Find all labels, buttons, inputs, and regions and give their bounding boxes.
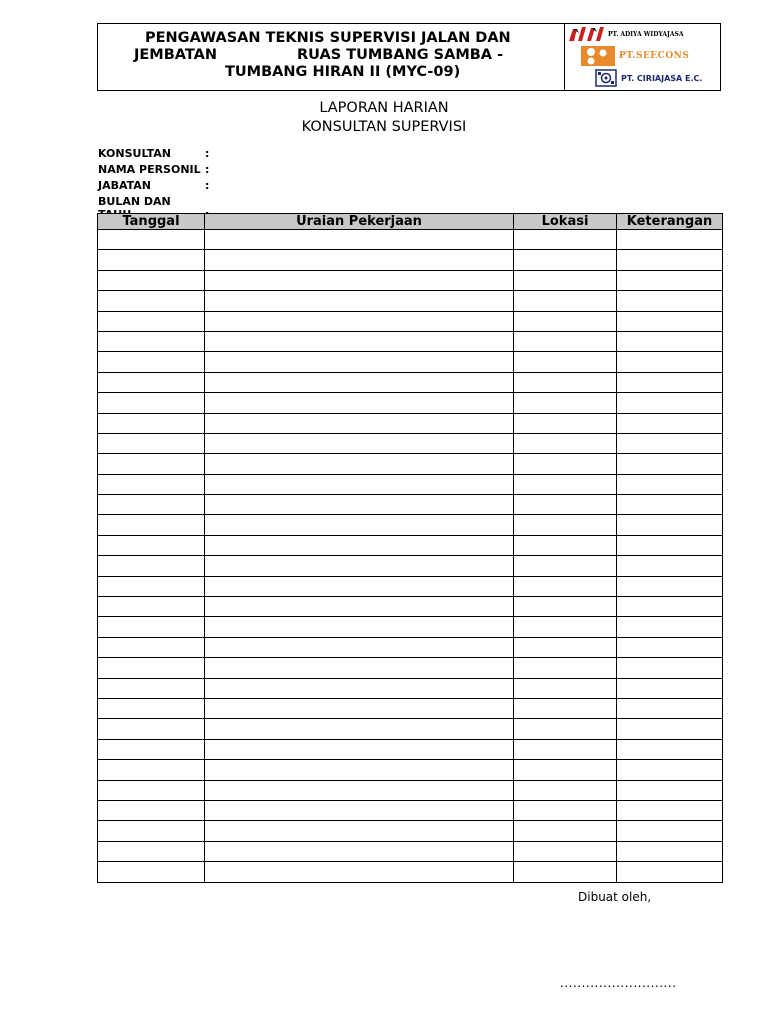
cell-tanggal[interactable] [98, 678, 205, 698]
cell-uraian[interactable] [205, 372, 514, 392]
header-title-line-2 [98, 47, 564, 64]
signature-label: Dibuat oleh, [578, 890, 652, 904]
cell-lokasi[interactable] [514, 862, 617, 882]
cell-tanggal[interactable] [98, 698, 205, 718]
cell-uraian[interactable] [205, 719, 514, 739]
cell-keterangan[interactable] [617, 291, 723, 311]
cell-tanggal[interactable] [98, 556, 205, 576]
cell-uraian[interactable] [205, 617, 514, 637]
cell-tanggal[interactable] [98, 760, 205, 780]
cell-keterangan[interactable] [617, 800, 723, 820]
cell-uraian[interactable] [205, 474, 514, 494]
cell-uraian[interactable] [205, 413, 514, 433]
header-title-line-2b: RUAS TUMBANG SAMBA - [297, 47, 504, 63]
table-row [98, 576, 723, 596]
info-sep: : [205, 163, 210, 176]
doc-title: LAPORAN HARIAN [319, 100, 449, 116]
doc-subtitle: KONSULTAN SUPERVISI [301, 119, 467, 135]
logo-adiya [569, 27, 683, 41]
cell-uraian[interactable] [205, 678, 514, 698]
cell-tanggal[interactable] [98, 352, 205, 372]
cell-keterangan[interactable] [617, 372, 723, 392]
cell-uraian[interactable] [205, 637, 514, 657]
cell-tanggal[interactable] [98, 800, 205, 820]
header-title-line-2a: JEMBATAN [134, 47, 217, 63]
cell-keterangan[interactable] [617, 739, 723, 759]
table-row [98, 698, 723, 718]
cell-keterangan[interactable] [617, 454, 723, 474]
cell-uraian[interactable] [205, 800, 514, 820]
cell-tanggal[interactable] [98, 454, 205, 474]
cell-keterangan[interactable] [617, 576, 723, 596]
table-row [98, 270, 723, 290]
table-row [98, 291, 723, 311]
cell-keterangan[interactable] [617, 311, 723, 331]
cell-lokasi[interactable] [514, 637, 617, 657]
table-row [98, 556, 723, 576]
cell-tanggal[interactable] [98, 250, 205, 270]
cell-keterangan[interactable] [617, 556, 723, 576]
cell-tanggal[interactable] [98, 597, 205, 617]
cell-uraian[interactable] [205, 780, 514, 800]
col-header-uraian: Uraian Pekerjaan [205, 214, 514, 230]
info-sep: : [205, 179, 210, 192]
table-row [98, 331, 723, 351]
logo-seecons [581, 46, 689, 66]
cell-keterangan[interactable] [617, 393, 723, 413]
cell-lokasi[interactable] [514, 739, 617, 759]
col-header-keterangan: Keterangan [617, 214, 723, 230]
cell-lokasi[interactable] [514, 841, 617, 861]
header-title-line-1: PENGAWASAN TEKNIS SUPERVISI JALAN DAN [145, 30, 511, 46]
cell-keterangan[interactable] [617, 597, 723, 617]
cell-tanggal[interactable] [98, 230, 205, 250]
cell-uraian[interactable] [205, 311, 514, 331]
cell-tanggal[interactable] [98, 841, 205, 861]
table-body [98, 230, 723, 883]
header-title [98, 24, 565, 90]
cell-tanggal[interactable] [98, 393, 205, 413]
col-header-tanggal: Tanggal [98, 214, 205, 230]
cell-tanggal[interactable] [98, 331, 205, 351]
header-box [97, 23, 721, 91]
table-row [98, 862, 723, 882]
adiya-logo-text: PT. ADIYA WIDYAJASA [608, 30, 684, 38]
cell-keterangan[interactable] [617, 515, 723, 535]
info-label: NAMA PERSONIL [98, 163, 201, 176]
cell-uraian[interactable] [205, 495, 514, 515]
cell-keterangan[interactable] [617, 678, 723, 698]
cell-keterangan[interactable] [617, 698, 723, 718]
cell-tanggal[interactable] [98, 433, 205, 453]
cell-uraian[interactable] [205, 862, 514, 882]
table-row [98, 352, 723, 372]
table-row [98, 800, 723, 820]
info-nama-personil [98, 163, 209, 176]
cell-lokasi[interactable] [514, 230, 617, 250]
cell-lokasi[interactable] [514, 495, 617, 515]
cell-lokasi[interactable] [514, 352, 617, 372]
cell-uraian[interactable] [205, 576, 514, 596]
cell-lokasi[interactable] [514, 413, 617, 433]
cell-uraian[interactable] [205, 250, 514, 270]
ciriajasa-logo-text: PT. CIRIAJASA E.C. [621, 73, 703, 83]
table-row [98, 230, 723, 250]
logo-ciriajasa [595, 69, 702, 87]
table-row [98, 515, 723, 535]
cell-keterangan[interactable] [617, 760, 723, 780]
cell-keterangan[interactable] [617, 474, 723, 494]
cell-uraian[interactable] [205, 352, 514, 372]
table-row [98, 597, 723, 617]
cell-lokasi[interactable] [514, 698, 617, 718]
table-row [98, 433, 723, 453]
cell-lokasi[interactable] [514, 372, 617, 392]
table-row [98, 474, 723, 494]
table-row [98, 372, 723, 392]
cell-uraian[interactable] [205, 658, 514, 678]
cell-uraian[interactable] [205, 821, 514, 841]
cell-keterangan[interactable] [617, 637, 723, 657]
table-row [98, 780, 723, 800]
cell-lokasi[interactable] [514, 760, 617, 780]
cell-uraian[interactable] [205, 739, 514, 759]
table-row [98, 495, 723, 515]
cell-lokasi[interactable] [514, 719, 617, 739]
cell-lokasi[interactable] [514, 597, 617, 617]
cell-tanggal[interactable] [98, 474, 205, 494]
table-row [98, 535, 723, 555]
cell-tanggal[interactable] [98, 862, 205, 882]
cell-tanggal[interactable] [98, 617, 205, 637]
cell-lokasi[interactable] [514, 474, 617, 494]
table-row [98, 658, 723, 678]
cell-uraian[interactable] [205, 698, 514, 718]
signature-placeholder: ........................... [560, 976, 677, 990]
seecons-logo-icon [581, 46, 615, 66]
cell-tanggal[interactable] [98, 535, 205, 555]
col-header-lokasi: Lokasi [514, 214, 617, 230]
info-jabatan [98, 179, 209, 192]
cell-keterangan[interactable] [617, 862, 723, 882]
cell-tanggal[interactable] [98, 780, 205, 800]
table-row [98, 739, 723, 759]
cell-keterangan[interactable] [617, 433, 723, 453]
cell-uraian[interactable] [205, 230, 514, 250]
adiya-logo-icon [569, 27, 605, 41]
table-row [98, 760, 723, 780]
info-label: KONSULTAN [98, 147, 171, 160]
cell-uraian[interactable] [205, 515, 514, 535]
cell-lokasi[interactable] [514, 535, 617, 555]
cell-keterangan[interactable] [617, 535, 723, 555]
table-row [98, 841, 723, 861]
cell-tanggal[interactable] [98, 413, 205, 433]
cell-keterangan[interactable] [617, 780, 723, 800]
cell-tanggal[interactable] [98, 719, 205, 739]
cell-tanggal[interactable] [98, 270, 205, 290]
cell-tanggal[interactable] [98, 291, 205, 311]
cell-lokasi[interactable] [514, 617, 617, 637]
cell-uraian[interactable] [205, 291, 514, 311]
cell-lokasi[interactable] [514, 800, 617, 820]
table-row [98, 454, 723, 474]
info-label: JABATAN [98, 179, 152, 192]
table-header-row [98, 214, 723, 230]
daily-log-table [97, 213, 723, 883]
seecons-logo-text: PT.SEECONS [619, 51, 690, 61]
cell-keterangan[interactable] [617, 617, 723, 637]
cell-lokasi[interactable] [514, 393, 617, 413]
cell-uraian[interactable] [205, 270, 514, 290]
cell-lokasi[interactable] [514, 270, 617, 290]
cell-keterangan[interactable] [617, 331, 723, 351]
info-sep: : [205, 147, 210, 160]
cell-uraian[interactable] [205, 433, 514, 453]
cell-uraian[interactable] [205, 454, 514, 474]
cell-tanggal[interactable] [98, 576, 205, 596]
cell-tanggal[interactable] [98, 372, 205, 392]
cell-lokasi[interactable] [514, 250, 617, 270]
table-row [98, 821, 723, 841]
cell-uraian[interactable] [205, 841, 514, 861]
table-row [98, 617, 723, 637]
cell-uraian[interactable] [205, 556, 514, 576]
cell-keterangan[interactable] [617, 352, 723, 372]
cell-tanggal[interactable] [98, 495, 205, 515]
table-row [98, 637, 723, 657]
cell-lokasi[interactable] [514, 331, 617, 351]
table-row [98, 678, 723, 698]
cell-keterangan[interactable] [617, 841, 723, 861]
cell-keterangan[interactable] [617, 270, 723, 290]
table-row [98, 719, 723, 739]
cell-tanggal[interactable] [98, 739, 205, 759]
cell-lokasi[interactable] [514, 454, 617, 474]
table-row [98, 250, 723, 270]
cell-tanggal[interactable] [98, 515, 205, 535]
table-row [98, 393, 723, 413]
cell-tanggal[interactable] [98, 658, 205, 678]
cell-keterangan[interactable] [617, 495, 723, 515]
cell-lokasi[interactable] [514, 780, 617, 800]
cell-lokasi[interactable] [514, 311, 617, 331]
cell-tanggal[interactable] [98, 821, 205, 841]
cell-lokasi[interactable] [514, 821, 617, 841]
cell-lokasi[interactable] [514, 678, 617, 698]
cell-lokasi[interactable] [514, 291, 617, 311]
cell-keterangan[interactable] [617, 250, 723, 270]
header-title-line-3: TUMBANG HIRAN II (MYC-09) [225, 64, 461, 80]
cell-keterangan[interactable] [617, 658, 723, 678]
table-row [98, 413, 723, 433]
company-logos [565, 24, 720, 90]
cell-lokasi[interactable] [514, 515, 617, 535]
cell-keterangan[interactable] [617, 413, 723, 433]
cell-lokasi[interactable] [514, 576, 617, 596]
info-konsultan [98, 147, 209, 160]
cell-uraian[interactable] [205, 393, 514, 413]
cell-uraian[interactable] [205, 331, 514, 351]
cell-lokasi[interactable] [514, 556, 617, 576]
cell-keterangan[interactable] [617, 719, 723, 739]
info-label: BULAN DAN [98, 195, 171, 208]
cell-tanggal[interactable] [98, 311, 205, 331]
cell-lokasi[interactable] [514, 658, 617, 678]
cell-lokasi[interactable] [514, 433, 617, 453]
cell-tanggal[interactable] [98, 637, 205, 657]
cell-keterangan[interactable] [617, 230, 723, 250]
cell-uraian[interactable] [205, 760, 514, 780]
cell-uraian[interactable] [205, 597, 514, 617]
ciriajasa-logo-icon [595, 69, 617, 87]
cell-keterangan[interactable] [617, 821, 723, 841]
cell-uraian[interactable] [205, 535, 514, 555]
table-row [98, 311, 723, 331]
